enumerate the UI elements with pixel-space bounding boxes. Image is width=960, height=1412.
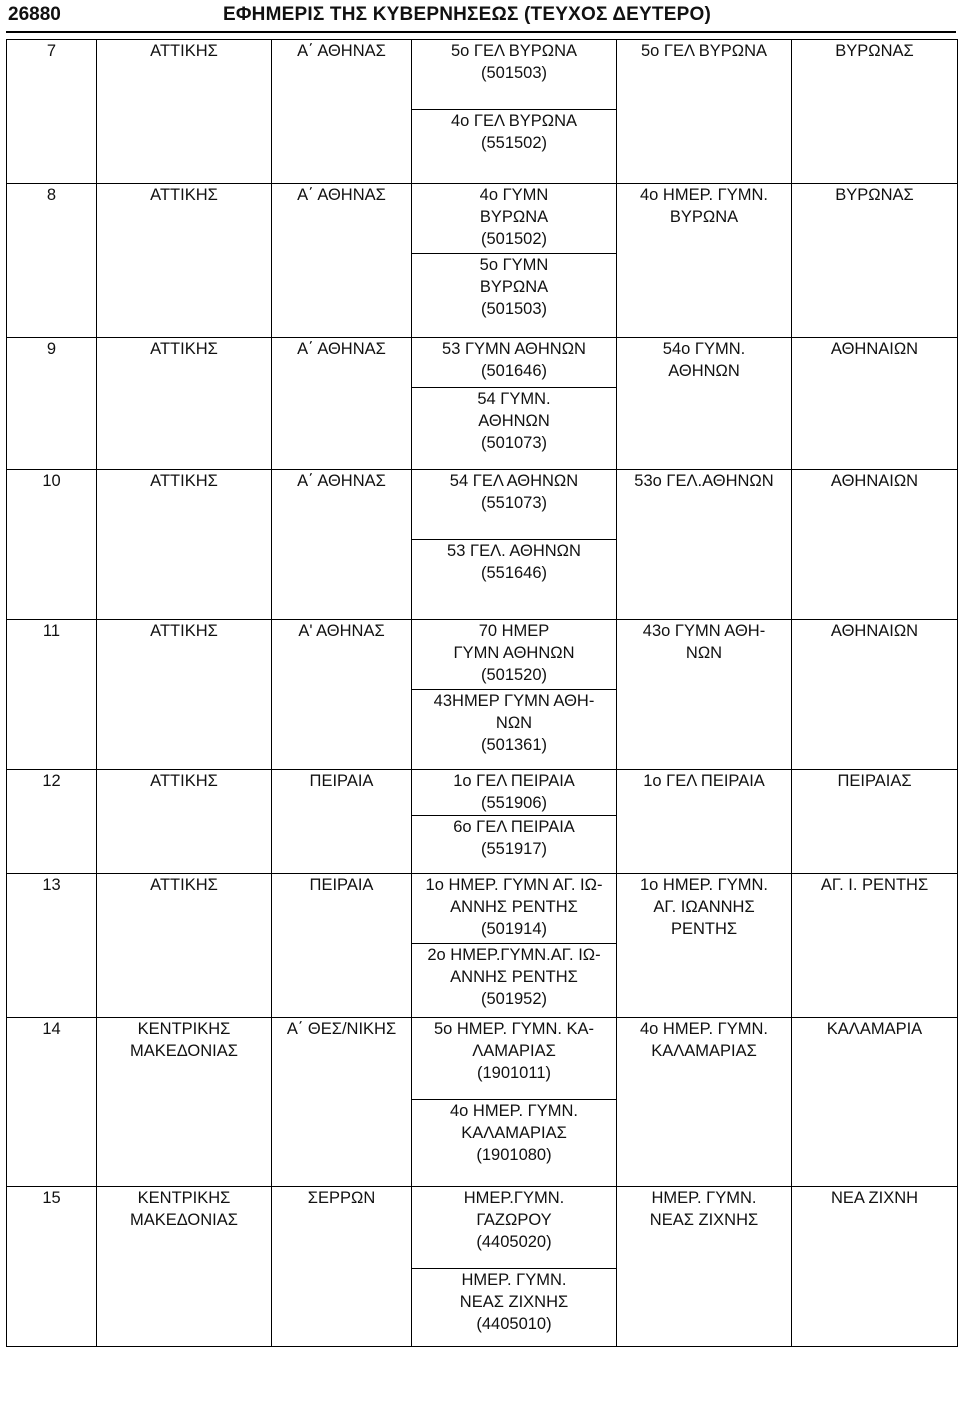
school-cell [412, 184, 617, 254]
school-cell-text: ΗΜΕΡ.ΓΥΜΝ. ΓΑΖΩΡΟΥ (4405020) [463, 1189, 565, 1251]
school-cell [412, 1187, 617, 1269]
host-school-cell [617, 40, 792, 184]
directorate-cell [272, 620, 412, 770]
municipality-cell [792, 874, 958, 1018]
gazette-title: ΕΦΗΜΕΡΙΣ ΤΗΣ ΚΥΒΕΡΝΗΣΕΩΣ (ΤΕΥΧΟΣ ΔΕΥΤΕΡΟ) [223, 4, 711, 25]
directorate-cell-text: Α΄ ΑΘΗΝΑΣ [297, 186, 386, 204]
host-school-cell-text: 4ο ΗΜΕΡ. ΓΥΜΝ. ΚΑΛΑΜΑΡΙΑΣ [639, 1020, 768, 1060]
region-cell [97, 40, 272, 184]
table-row [7, 338, 958, 388]
host-school-cell [617, 338, 792, 470]
school-cell-text: 5ο ΗΜΕΡ. ΓΥΜΝ. ΚΑ- ΛΑΜΑΡΙΑΣ (1901011) [433, 1020, 595, 1082]
row-number-text: 7 [46, 42, 57, 60]
school-cell-text: 4ο ΗΜΕΡ. ΓΥΜΝ. ΚΑΛΑΜΑΡΙΑΣ (1901080) [449, 1102, 578, 1164]
directorate-cell [272, 338, 412, 470]
schools-table [6, 39, 958, 1347]
directorate-cell-text: ΠΕΙΡΑΙΑ [309, 876, 374, 894]
row-number [7, 770, 97, 874]
school-cell-text: 53 ΓΥΜΝ ΑΘΗΝΩΝ (501646) [442, 340, 586, 380]
row-number [7, 620, 97, 770]
page-number: 26880 [8, 4, 61, 25]
municipality-cell [792, 184, 958, 338]
table-row [7, 470, 958, 540]
region-cell-text: ΚΕΝΤΡΙΚΗΣ ΜΑΚΕΔΟΝΙΑΣ [130, 1020, 238, 1060]
region-cell [97, 874, 272, 1018]
school-cell [412, 40, 617, 110]
region-cell-text: ΑΤΤΙΚΗΣ [150, 186, 218, 204]
region-cell-text: ΑΤΤΙΚΗΣ [150, 472, 218, 490]
school-cell [412, 1100, 617, 1187]
school-cell [412, 1269, 617, 1347]
region-cell-text: ΑΤΤΙΚΗΣ [150, 876, 218, 894]
row-number-text: 15 [42, 1189, 61, 1207]
host-school-cell-text: ΗΜΕΡ. ΓΥΜΝ. ΝΕΑΣ ΖΙΧΝΗΣ [649, 1189, 759, 1229]
row-number [7, 470, 97, 620]
school-cell [412, 540, 617, 620]
row-number [7, 1018, 97, 1187]
school-cell [412, 816, 617, 874]
region-cell [97, 1187, 272, 1347]
row-number [7, 40, 97, 184]
directorate-cell [272, 874, 412, 1018]
directorate-cell [272, 184, 412, 338]
municipality-cell-text: ΒΥΡΩΝΑΣ [835, 42, 914, 60]
region-cell [97, 620, 272, 770]
school-cell [412, 110, 617, 184]
row-number [7, 874, 97, 1018]
school-cell-text: 1ο ΗΜΕΡ. ΓΥΜΝ ΑΓ. ΙΩ- ΑΝΝΗΣ ΡΕΝΤΗΣ (501914) [425, 876, 603, 938]
municipality-cell [792, 40, 958, 184]
municipality-cell-text: ΒΥΡΩΝΑΣ [835, 186, 914, 204]
region-cell-text: ΚΕΝΤΡΙΚΗΣ ΜΑΚΕΔΟΝΙΑΣ [130, 1189, 238, 1229]
row-number-text: 8 [46, 186, 57, 204]
row-number [7, 184, 97, 338]
school-cell-text: 2ο ΗΜΕΡ.ΓΥΜΝ.ΑΓ. ΙΩ- ΑΝΝΗΣ ΡΕΝΤΗΣ (501952) [427, 946, 601, 1008]
municipality-cell [792, 470, 958, 620]
region-cell [97, 1018, 272, 1187]
region-cell-text: ΑΤΤΙΚΗΣ [150, 622, 218, 640]
directorate-cell [272, 470, 412, 620]
table-row [7, 770, 958, 816]
row-number-text: 12 [42, 772, 61, 790]
school-cell [412, 690, 617, 770]
table-row [7, 184, 958, 254]
table-row [7, 1187, 958, 1269]
row-number [7, 338, 97, 470]
directorate-cell [272, 1018, 412, 1187]
municipality-cell-text: ΝΕΑ ΖΙΧΝΗ [830, 1189, 919, 1207]
directorate-cell-text: Α΄ ΑΘΗΝΑΣ [297, 472, 386, 490]
host-school-cell [617, 1187, 792, 1347]
municipality-cell [792, 1187, 958, 1347]
host-school-cell-text: 43ο ΓΥΜΝ ΑΘΗ- ΝΩΝ [642, 622, 766, 662]
host-school-cell [617, 1018, 792, 1187]
directorate-cell-text: Α΄ ΑΘΗΝΑΣ [297, 42, 386, 60]
host-school-cell-text: 4ο ΗΜΕΡ. ΓΥΜΝ. ΒΥΡΩΝΑ [639, 186, 768, 226]
directorate-cell [272, 770, 412, 874]
directorate-cell-text: Α΄ ΑΘΗΝΑΣ [297, 340, 386, 358]
row-number-text: 11 [42, 622, 61, 640]
page-header [6, 0, 956, 30]
table-row [7, 40, 958, 110]
directorate-cell-text: ΠΕΙΡΑΙΑ [309, 772, 374, 790]
directorate-cell-text: Α΄ ΘΕΣ/ΝΙΚΗΣ [286, 1020, 397, 1038]
region-cell-text: ΑΤΤΙΚΗΣ [150, 772, 218, 790]
directorate-cell-text: Α' ΑΘΗΝΑΣ [298, 622, 385, 640]
school-cell [412, 944, 617, 1018]
row-number-text: 10 [42, 472, 61, 490]
school-cell [412, 470, 617, 540]
school-cell [412, 338, 617, 388]
host-school-cell-text: 53ο ΓΕΛ.ΑΘΗΝΩΝ [634, 472, 774, 490]
table-row [7, 1018, 958, 1100]
region-cell [97, 184, 272, 338]
municipality-cell [792, 620, 958, 770]
row-number [7, 1187, 97, 1347]
school-cell-text: ΗΜΕΡ. ΓΥΜΝ. ΝΕΑΣ ΖΙΧΝΗΣ (4405010) [459, 1271, 569, 1333]
school-cell-text: 4ο ΓΕΛ ΒΥΡΩΝΑ (551502) [451, 112, 577, 152]
host-school-cell [617, 874, 792, 1018]
school-cell [412, 1018, 617, 1100]
municipality-cell [792, 770, 958, 874]
school-cell-text: 4ο ΓΥΜΝ ΒΥΡΩΝΑ (501502) [479, 186, 549, 248]
directorate-cell [272, 40, 412, 184]
school-cell [412, 620, 617, 690]
host-school-cell [617, 184, 792, 338]
host-school-cell [617, 770, 792, 874]
municipality-cell-text: ΑΘΗΝΑΙΩΝ [830, 472, 919, 490]
municipality-cell-text: ΠΕΙΡΑΙΑΣ [837, 772, 912, 790]
municipality-cell-text: ΑΘΗΝΑΙΩΝ [830, 340, 919, 358]
host-school-cell [617, 470, 792, 620]
municipality-cell [792, 338, 958, 470]
host-school-cell-text: 1ο ΓΕΛ ΠΕΙΡΑΙΑ [643, 772, 765, 790]
row-number-text: 9 [46, 340, 57, 358]
region-cell [97, 338, 272, 470]
school-cell-text: 6ο ΓΕΛ ΠΕΙΡΑΙΑ (551917) [453, 818, 575, 858]
region-cell [97, 770, 272, 874]
school-cell-text: 54 ΓΕΛ ΑΘΗΝΩΝ (551073) [449, 472, 579, 512]
school-cell [412, 770, 617, 816]
municipality-cell-text: ΑΘΗΝΑΙΩΝ [830, 622, 919, 640]
school-cell-text: 54 ΓΥΜΝ. ΑΘΗΝΩΝ (501073) [477, 390, 551, 452]
school-cell-text: 1ο ΓΕΛ ΠΕΙΡΑΙΑ (551906) [453, 772, 575, 812]
school-cell-text: 53 ΓΕΛ. ΑΘΗΝΩΝ (551646) [447, 542, 581, 582]
municipality-cell-text: ΚΑΛΑΜΑΡΙΑ [826, 1020, 923, 1038]
directorate-cell [272, 1187, 412, 1347]
host-school-cell-text: 5ο ΓΕΛ ΒΥΡΩΝΑ [641, 42, 767, 60]
school-cell-text: 5ο ΓΥΜΝ ΒΥΡΩΝΑ (501503) [479, 256, 549, 318]
municipality-cell-text: ΑΓ. Ι. ΡΕΝΤΗΣ [820, 876, 929, 894]
host-school-cell-text: 54ο ΓΥΜΝ. ΑΘΗΝΩΝ [662, 340, 746, 380]
row-number-text: 13 [42, 876, 61, 894]
host-school-cell-text: 1ο ΗΜΕΡ. ΓΥΜΝ. ΑΓ. ΙΩΑΝΝΗΣ ΡΕΝΤΗΣ [639, 876, 768, 938]
school-cell-text: 5ο ΓΕΛ ΒΥΡΩΝΑ (501503) [451, 42, 577, 82]
region-cell [97, 470, 272, 620]
directorate-cell-text: ΣΕΡΡΩΝ [307, 1189, 376, 1207]
school-cell [412, 874, 617, 944]
region-cell-text: ΑΤΤΙΚΗΣ [150, 340, 218, 358]
header-divider [6, 31, 956, 33]
school-cell-text: 43ΗΜΕΡ ΓΥΜΝ ΑΘΗ- ΝΩΝ (501361) [433, 692, 595, 754]
municipality-cell [792, 1018, 958, 1187]
host-school-cell [617, 620, 792, 770]
table-row [7, 874, 958, 944]
table-row [7, 620, 958, 690]
school-cell [412, 388, 617, 470]
school-cell-text: 70 ΗΜΕΡ ΓΥΜΝ ΑΘΗΝΩΝ (501520) [453, 622, 575, 684]
region-cell-text: ΑΤΤΙΚΗΣ [150, 42, 218, 60]
school-cell [412, 254, 617, 338]
row-number-text: 14 [42, 1020, 61, 1038]
